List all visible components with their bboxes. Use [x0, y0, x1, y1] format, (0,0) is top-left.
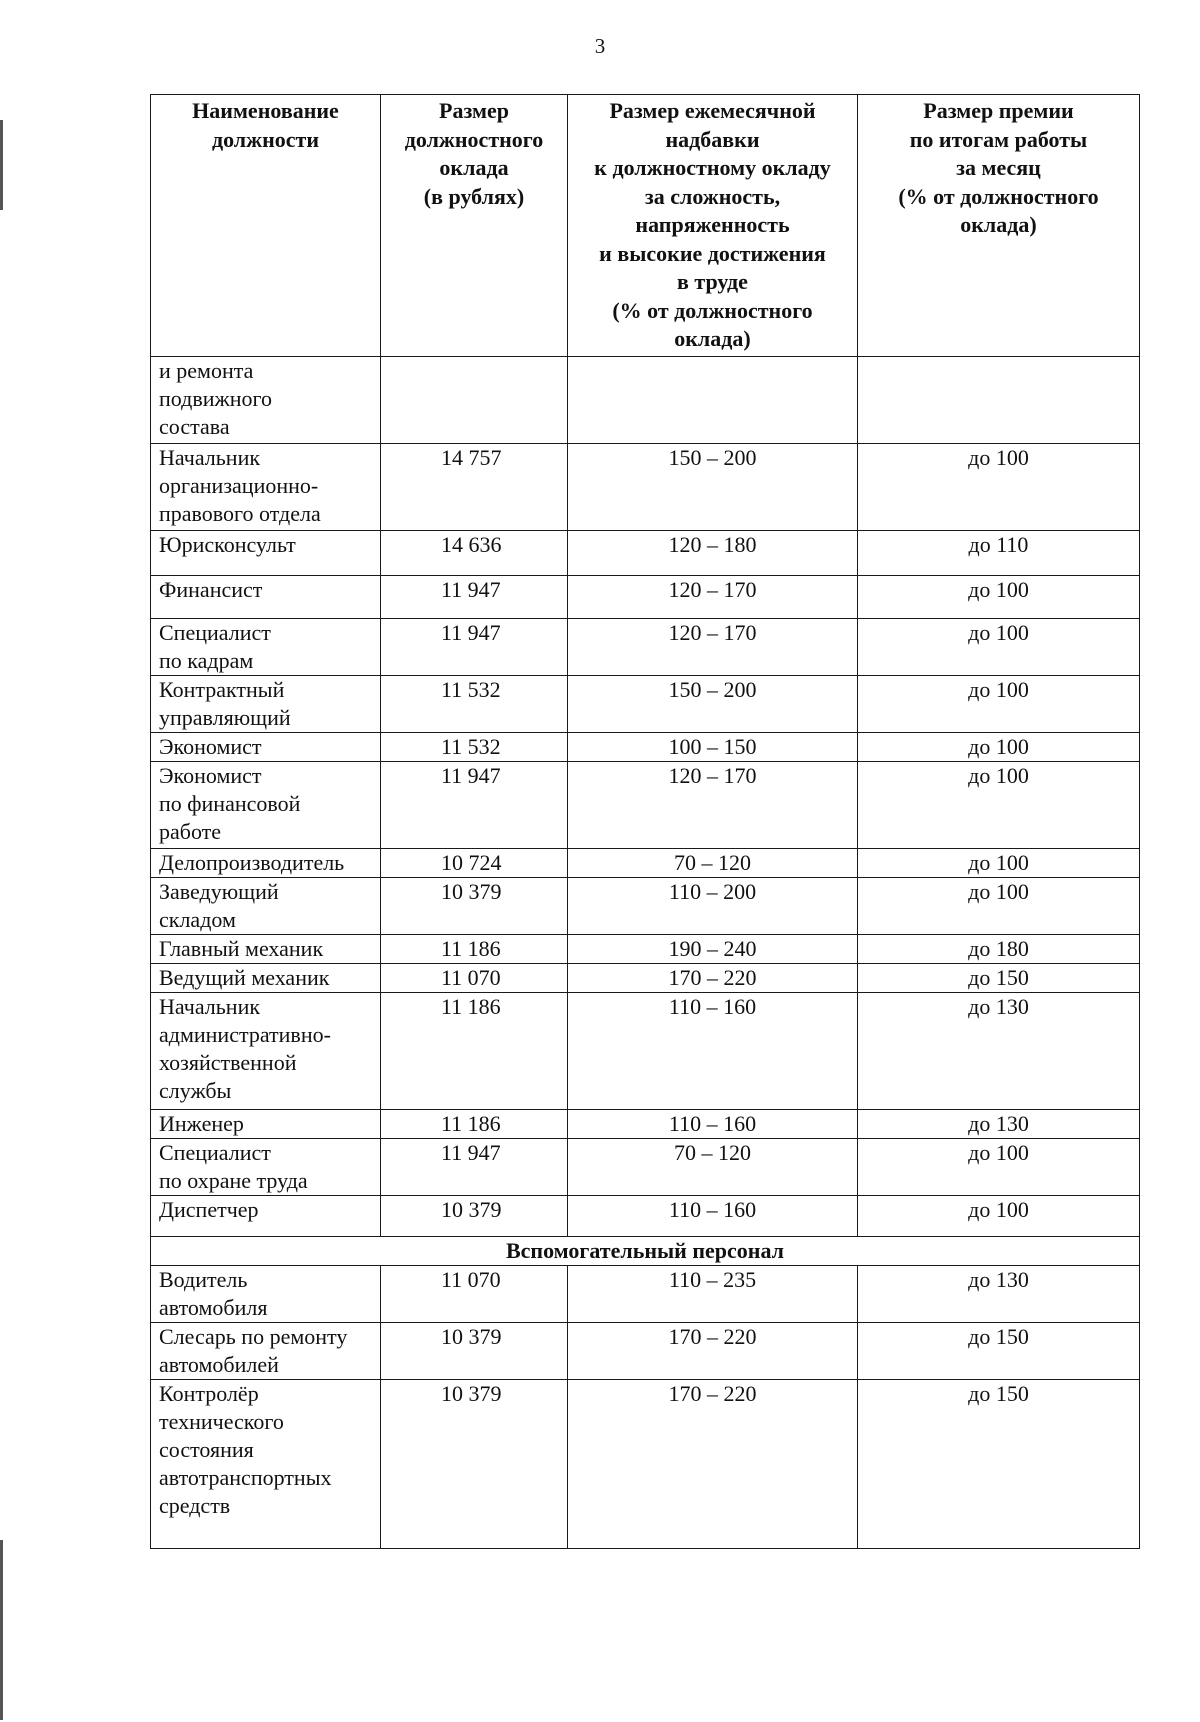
bonus-cell: до 100 — [858, 1138, 1140, 1195]
table-row — [151, 877, 1140, 934]
base-salary-cell: 11 186 — [381, 992, 568, 1109]
allowance-range-cell: 110 – 235 — [568, 1265, 858, 1322]
base-salary-cell: 11 947 — [381, 1138, 568, 1195]
base-salary-cell: 10 379 — [381, 1322, 568, 1379]
bonus-cell: до 130 — [858, 1109, 1140, 1138]
position-name-cell: Начальник административно- хозяйственной службы — [151, 992, 381, 1109]
position-name-cell: Контролёр технического состояния автотранспортных средств — [151, 1379, 381, 1548]
position-name-cell: Экономист — [151, 732, 381, 761]
page-number: 3 — [594, 34, 606, 58]
table-row — [151, 443, 1140, 530]
base-salary-cell: 14 636 — [381, 530, 568, 575]
bonus-cell: до 150 — [858, 963, 1140, 992]
bonus-cell: до 100 — [858, 575, 1140, 618]
section-title: Вспомогательный персонал — [151, 1236, 1140, 1265]
allowance-range-cell: 170 – 220 — [568, 963, 858, 992]
bonus-cell: до 150 — [858, 1322, 1140, 1379]
bonus-cell: до 150 — [858, 1379, 1140, 1548]
allowance-range-cell: 110 – 160 — [568, 992, 858, 1109]
bonus-cell: до 100 — [858, 1195, 1140, 1236]
table-row — [151, 618, 1140, 675]
base-salary-cell: 11 186 — [381, 934, 568, 963]
table-header-row — [151, 95, 1140, 357]
table-row — [151, 761, 1140, 848]
bonus-cell: до 100 — [858, 877, 1140, 934]
position-name-cell: Ведущий механик — [151, 963, 381, 992]
allowance-range-cell: 120 – 170 — [568, 575, 858, 618]
position-name-cell: Делопроизводитель — [151, 848, 381, 877]
table-row — [151, 1379, 1140, 1548]
position-name-cell: Юрисконсульт — [151, 530, 381, 575]
bonus-cell: до 100 — [858, 761, 1140, 848]
allowance-range-cell: 70 – 120 — [568, 1138, 858, 1195]
bonus-cell: до 130 — [858, 1265, 1140, 1322]
table-row — [151, 575, 1140, 618]
table-body-auxiliary — [151, 1265, 1140, 1548]
base-salary-cell: 11 947 — [381, 761, 568, 848]
base-salary-cell: 10 724 — [381, 848, 568, 877]
table-row — [151, 1138, 1140, 1195]
allowance-range-cell: 170 – 220 — [568, 1322, 858, 1379]
header-monthly-allowance: Размер ежемесячной надбавки к должностному окладу за сложность, напряженность и высокие достижения в труде (% от должностного оклада) — [568, 95, 858, 357]
allowance-range-cell: 190 – 240 — [568, 934, 858, 963]
bonus-cell: до 100 — [858, 848, 1140, 877]
base-salary-cell: 10 379 — [381, 1195, 568, 1236]
base-salary-cell: 11 070 — [381, 1265, 568, 1322]
allowance-range-cell: 120 – 170 — [568, 618, 858, 675]
table-row — [151, 848, 1140, 877]
base-salary-cell: 10 379 — [381, 877, 568, 934]
table-row — [151, 934, 1140, 963]
allowance-range-cell: 120 – 180 — [568, 530, 858, 575]
allowance-range-cell: 110 – 160 — [568, 1109, 858, 1138]
bonus-cell — [858, 356, 1140, 443]
table-row — [151, 675, 1140, 732]
allowance-range-cell: 100 – 150 — [568, 732, 858, 761]
position-name-cell: Специалист по охране труда — [151, 1138, 381, 1195]
table-row — [151, 992, 1140, 1109]
base-salary-cell: 11 947 — [381, 618, 568, 675]
position-name-cell: Диспетчер — [151, 1195, 381, 1236]
bonus-cell: до 110 — [858, 530, 1140, 575]
bonus-cell: до 100 — [858, 443, 1140, 530]
base-salary-cell: 11 947 — [381, 575, 568, 618]
table-row — [151, 1195, 1140, 1236]
scan-edge-mark — [0, 1540, 3, 1720]
bonus-cell: до 100 — [858, 618, 1140, 675]
position-name-cell: Слесарь по ремонту автомобилей — [151, 1322, 381, 1379]
position-name-cell: Экономист по финансовой работе — [151, 761, 381, 848]
table-row — [151, 530, 1140, 575]
allowance-range-cell: 170 – 220 — [568, 1379, 858, 1548]
position-name-cell: Начальник организационно- правового отдела — [151, 443, 381, 530]
position-name-cell: Заведующий складом — [151, 877, 381, 934]
allowance-range-cell: 120 – 170 — [568, 761, 858, 848]
allowance-range-cell — [568, 356, 858, 443]
bonus-cell: до 100 — [858, 675, 1140, 732]
allowance-range-cell: 150 – 200 — [568, 675, 858, 732]
section-row — [151, 1236, 1140, 1265]
allowance-range-cell: 70 – 120 — [568, 848, 858, 877]
base-salary-cell: 14 757 — [381, 443, 568, 530]
base-salary-cell: 11 186 — [381, 1109, 568, 1138]
allowance-range-cell: 150 – 200 — [568, 443, 858, 530]
allowance-range-cell: 110 – 160 — [568, 1195, 858, 1236]
allowance-range-cell: 110 – 200 — [568, 877, 858, 934]
base-salary-cell: 10 379 — [381, 1379, 568, 1548]
header-base-salary: Размер должностного оклада (в рублях) — [381, 95, 568, 357]
header-monthly-bonus: Размер премии по итогам работы за месяц (% от должностного оклада) — [858, 95, 1140, 357]
table-row — [151, 1322, 1140, 1379]
table-row — [151, 1109, 1140, 1138]
base-salary-cell: 11 532 — [381, 732, 568, 761]
table-section — [151, 1236, 1140, 1265]
position-name-cell: Контрактный управляющий — [151, 675, 381, 732]
bonus-cell: до 180 — [858, 934, 1140, 963]
base-salary-cell: 11 532 — [381, 675, 568, 732]
header-position-name: Наименование должности — [151, 95, 381, 357]
position-name-cell: Специалист по кадрам — [151, 618, 381, 675]
scan-edge-mark — [0, 120, 3, 210]
table-body-main — [151, 356, 1140, 1236]
position-name-cell: Инженер — [151, 1109, 381, 1138]
position-name-cell: Главный механик — [151, 934, 381, 963]
base-salary-cell — [381, 356, 568, 443]
position-name-cell: Финансист — [151, 575, 381, 618]
bonus-cell: до 130 — [858, 992, 1140, 1109]
table-row — [151, 356, 1140, 443]
table-row — [151, 963, 1140, 992]
position-name-cell: Водитель автомобиля — [151, 1265, 381, 1322]
table-row — [151, 1265, 1140, 1322]
salary-table — [150, 94, 1140, 1549]
bonus-cell: до 100 — [858, 732, 1140, 761]
position-name-cell: и ремонта подвижного состава — [151, 356, 381, 443]
table-row — [151, 732, 1140, 761]
base-salary-cell: 11 070 — [381, 963, 568, 992]
